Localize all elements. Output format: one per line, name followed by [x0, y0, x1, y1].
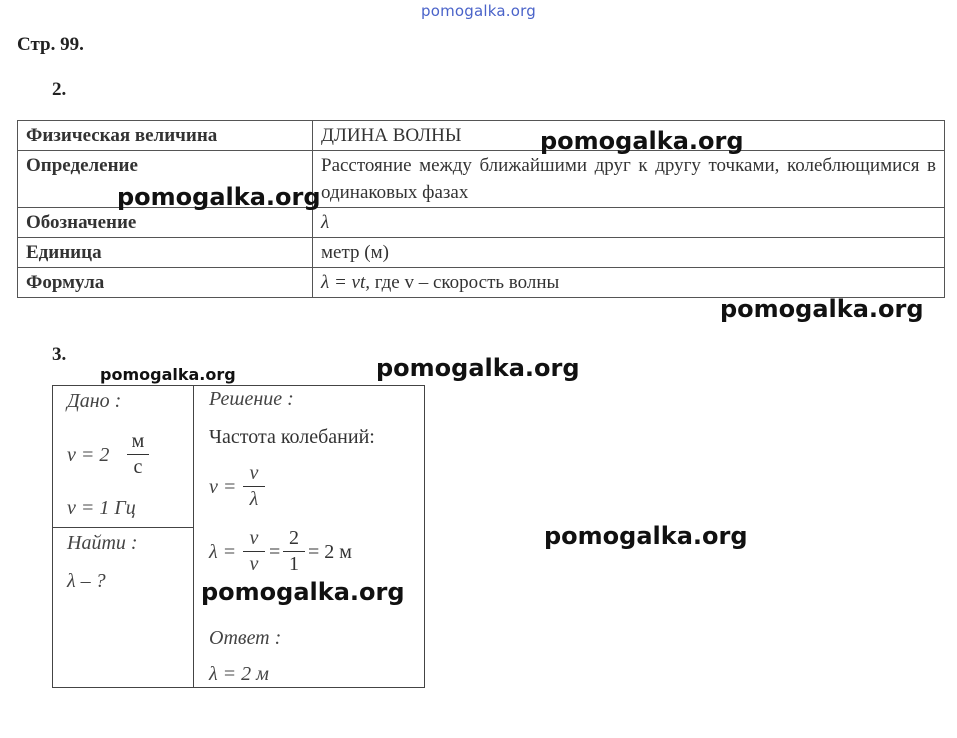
find-label: Найти : — [67, 532, 138, 554]
task-2-number: 2. — [52, 79, 67, 100]
given-frequency: ν = 1 Гц — [67, 497, 136, 519]
equation-2-equals: = — [269, 541, 281, 563]
row-value — [313, 268, 945, 298]
equation-1-fraction — [243, 462, 265, 511]
column-divider — [193, 386, 194, 687]
row-value: метр (м) — [313, 238, 945, 268]
equation-2-fraction-2 — [283, 527, 305, 576]
row-key: Определение — [18, 151, 313, 208]
answer-value: λ = 2 м — [209, 663, 269, 685]
watermark-text: pomogalka.org — [540, 127, 744, 155]
equation-2-lhs: λ = — [209, 541, 237, 563]
row-key: Обозначение — [18, 208, 313, 238]
given-find-divider — [53, 527, 193, 528]
given-label: Дано : — [67, 390, 122, 412]
equation-2-fraction-1 — [243, 527, 265, 576]
fraction-denominator: λ — [249, 488, 259, 510]
row-value: Расстояние между ближайшими друг к другу точками, колеблющимися в одинаковых фазах — [313, 151, 945, 208]
fraction-denominator: ν — [249, 553, 259, 575]
task-3-solution-table — [52, 385, 425, 688]
equation-1-lhs: ν = — [209, 476, 237, 498]
fraction-numerator: 2 — [289, 527, 299, 549]
fraction-denominator: 1 — [289, 553, 299, 575]
watermark-text: pomogalka.org — [544, 522, 748, 550]
given-speed: v = 2 — [67, 444, 110, 466]
answer-label: Ответ : — [209, 627, 282, 649]
table-row — [18, 121, 945, 151]
watermark-text: pomogalka.org — [100, 365, 236, 384]
given-speed-unit — [127, 430, 149, 479]
equation-2-result: = 2 м — [308, 541, 352, 563]
formula-explanation: где v – скорость волны — [374, 272, 560, 293]
site-watermark-top: pomogalka.org — [421, 2, 536, 20]
fraction-numerator: v — [249, 462, 259, 484]
row-key: Единица — [18, 238, 313, 268]
table-row — [18, 268, 945, 298]
watermark-text: pomogalka.org — [720, 295, 924, 323]
watermark-text: pomogalka.org — [117, 183, 321, 211]
row-key: Физическая величина — [18, 121, 313, 151]
fraction-numerator: v — [249, 527, 259, 549]
unit-numerator: м — [131, 430, 145, 452]
row-key: Формула — [18, 268, 313, 298]
unit-denominator: с — [133, 456, 143, 478]
find-value: λ – ? — [67, 570, 106, 592]
row-value: λ — [313, 208, 945, 238]
row-value: ДЛИНА ВОЛНЫ — [313, 121, 945, 151]
table-row — [18, 238, 945, 268]
task-3-number: 3. — [52, 344, 67, 365]
watermark-text: pomogalka.org — [376, 354, 580, 382]
solution-label: Решение : — [209, 388, 294, 410]
formula-expression: λ = vt, — [321, 272, 371, 293]
watermark-text: pomogalka.org — [201, 578, 405, 606]
table-row — [18, 208, 945, 238]
page-label: Стр. 99. — [17, 34, 84, 55]
solution-text: Частота колебаний: — [209, 426, 375, 448]
